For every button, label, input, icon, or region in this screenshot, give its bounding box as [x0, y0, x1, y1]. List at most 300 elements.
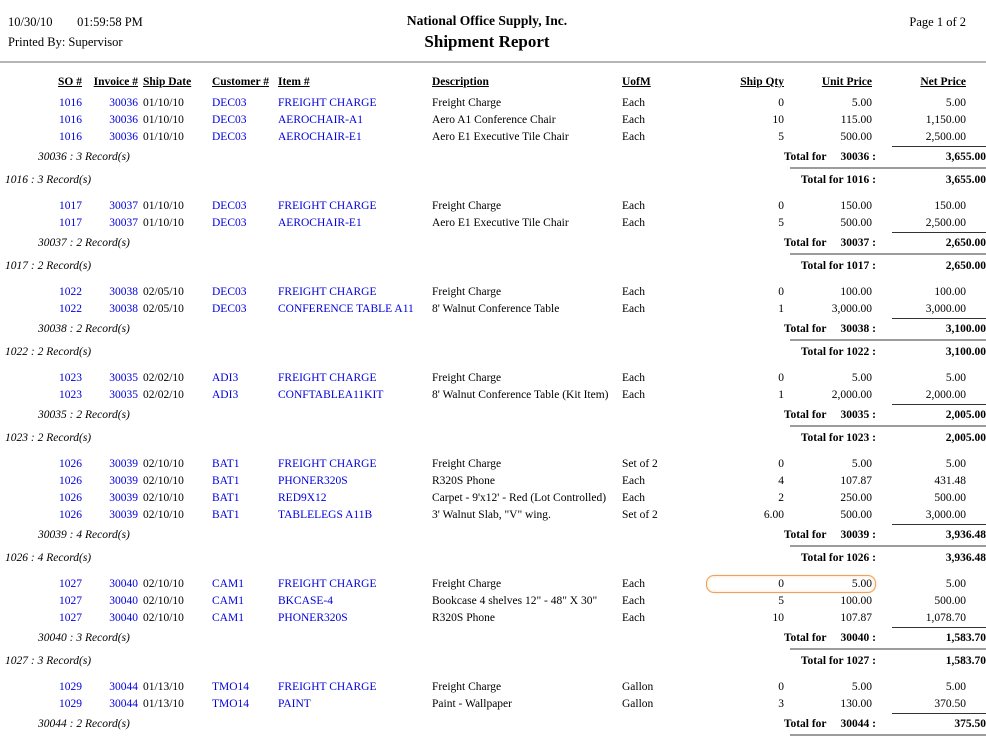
so-cell[interactable]: 1027	[59, 612, 82, 624]
so-cell[interactable]: 1027	[59, 595, 82, 607]
qty-cell: 4	[778, 475, 784, 487]
group-rule	[790, 167, 986, 169]
group-rule	[790, 425, 986, 427]
so-cell[interactable]: 1026	[59, 475, 82, 487]
qty-cell: 3	[778, 698, 784, 710]
invoice-record-count: 30035 : 2 Record(s)	[38, 409, 130, 421]
invoice-total-name: 30040 :	[840, 632, 876, 644]
invoice-total-name: 30038 :	[840, 323, 876, 335]
ship-date-cell: 01/10/10	[143, 131, 184, 143]
item-cell[interactable]: RED9X12	[278, 492, 327, 504]
so-total-label: Total for 1022 :	[800, 346, 876, 358]
item-cell[interactable]: FREIGHT CHARGE	[278, 681, 377, 693]
so-total-label: Total for 1016 :	[800, 174, 876, 186]
unit-price-cell: 115.00	[840, 114, 872, 126]
description-cell: Aero E1 Executive Tile Chair	[432, 131, 569, 143]
net-price-cell: 5.00	[945, 681, 966, 693]
uom-cell: Each	[622, 286, 645, 298]
net-price-cell: 5.00	[945, 458, 966, 470]
net-price-cell: 2,500.00	[925, 217, 966, 229]
so-cell[interactable]: 1027	[59, 578, 82, 590]
ship-date-cell: 01/13/10	[143, 698, 184, 710]
qty-cell: 0	[778, 578, 784, 590]
header-divider	[0, 61, 986, 63]
table-row	[0, 198, 966, 215]
net-price-cell: 500.00	[934, 492, 966, 504]
invoice-total-label-text: Total for	[783, 237, 827, 249]
description-cell: Paint - Wallpaper	[432, 698, 512, 710]
so-cell[interactable]: 1022	[59, 303, 82, 315]
invoice-cell[interactable]: 30036	[109, 97, 138, 109]
ship-date-cell: 02/05/10	[143, 303, 184, 315]
uom-cell: Each	[622, 612, 645, 624]
customer-cell[interactable]: CAM1	[212, 612, 244, 624]
invoice-cell[interactable]: 30038	[109, 303, 138, 315]
uom-cell: Each	[622, 475, 645, 487]
item-cell[interactable]: PHONER320S	[278, 475, 348, 487]
uom-cell: Each	[622, 217, 645, 229]
company-name: National Office Supply, Inc.	[406, 13, 568, 28]
invoice-total-amount: 2,005.00	[892, 404, 986, 424]
ship-date-cell: 02/10/10	[143, 612, 184, 624]
qty-cell: 10	[772, 114, 784, 126]
qty-cell: 2	[778, 492, 784, 504]
so-total-label: Total for 1017 :	[800, 260, 876, 272]
shipment-group	[0, 370, 986, 447]
so-total-amount: 3,100.00	[945, 346, 986, 358]
invoice-cell[interactable]: 30039	[109, 458, 138, 470]
invoice-cell[interactable]: 30044	[109, 681, 138, 693]
uom-cell: Each	[622, 131, 645, 143]
so-total-amount: 2,650.00	[945, 260, 986, 272]
col-item-header: Item #	[278, 76, 310, 88]
ship-date-cell: 02/10/10	[143, 458, 184, 470]
print-datetime	[8, 12, 407, 32]
report-body	[0, 95, 986, 736]
invoice-record-count: 30040 : 3 Record(s)	[38, 632, 130, 644]
qty-cell: 0	[778, 97, 784, 109]
printed-by: Printed By: Supervisor	[8, 35, 123, 49]
item-cell[interactable]: FREIGHT CHARGE	[278, 97, 377, 109]
net-price-cell: 3,000.00	[925, 509, 966, 521]
table-row	[0, 215, 966, 232]
so-total-label: Total for 1026 :	[800, 552, 876, 564]
customer-cell[interactable]: ADI3	[212, 372, 239, 384]
description-cell: Carpet - 9'x12' - Red (Lot Controlled)	[432, 492, 607, 504]
col-shipqty-header: Ship Qty	[740, 76, 784, 88]
invoice-cell[interactable]: 30040	[109, 595, 138, 607]
unit-price-cell: 107.87	[840, 475, 872, 487]
print-date: 10/30/10	[8, 15, 53, 29]
net-price-cell: 431.48	[934, 475, 966, 487]
item-cell[interactable]: AEROCHAIR-E1	[278, 217, 362, 229]
so-total-amount: 1,583.70	[945, 655, 986, 667]
net-price-cell: 370.50	[934, 698, 966, 710]
uom-cell: Each	[622, 492, 645, 504]
item-cell[interactable]: FREIGHT CHARGE	[278, 372, 377, 384]
ship-date-cell: 01/10/10	[143, 114, 184, 126]
shipment-group	[0, 576, 986, 670]
unit-price-cell: 5.00	[851, 458, 872, 470]
ship-date-cell: 02/02/10	[143, 372, 184, 384]
invoice-total-name: 30035 :	[840, 409, 876, 421]
table-row	[0, 284, 966, 301]
customer-cell[interactable]: TMO14	[212, 681, 250, 693]
customer-cell[interactable]: DEC03	[212, 131, 247, 143]
description-cell: 8' Walnut Conference Table	[432, 303, 560, 315]
invoice-cell[interactable]: 30035	[109, 389, 138, 401]
qty-cell: 6.00	[763, 509, 784, 521]
ship-date-cell: 01/10/10	[143, 97, 184, 109]
table-row	[0, 593, 966, 610]
invoice-total-name: 30037 :	[840, 237, 876, 249]
invoice-total-label	[784, 715, 892, 733]
uom-cell: Gallon	[622, 698, 654, 710]
customer-cell[interactable]: DEC03	[212, 97, 247, 109]
group-rule	[790, 339, 986, 341]
invoice-record-count: 30036 : 3 Record(s)	[38, 151, 130, 163]
so-record-count: 1017 : 2 Record(s)	[5, 260, 92, 272]
item-cell[interactable]: FREIGHT CHARGE	[278, 200, 377, 212]
item-cell[interactable]: AEROCHAIR-A1	[278, 114, 363, 126]
qty-cell: 10	[772, 612, 784, 624]
so-cell[interactable]: 1016	[59, 114, 82, 126]
qty-cell: 1	[778, 389, 784, 401]
net-price-cell: 5.00	[945, 97, 966, 109]
col-description-header: Description	[432, 76, 489, 88]
invoice-total-row	[0, 146, 986, 166]
invoice-total-label	[784, 526, 892, 544]
invoice-total-amount: 3,100.00	[892, 318, 986, 338]
customer-cell[interactable]: DEC03	[212, 200, 247, 212]
description-cell: R320S Phone	[432, 612, 495, 624]
invoice-cell[interactable]: 30036	[109, 131, 138, 143]
invoice-cell[interactable]: 30035	[109, 372, 138, 384]
unit-price-cell: 5.00	[851, 681, 872, 693]
customer-cell[interactable]: ADI3	[212, 389, 239, 401]
so-cell[interactable]: 1026	[59, 458, 82, 470]
invoice-total-label	[784, 234, 892, 252]
so-total-row	[0, 257, 986, 275]
item-cell[interactable]: PAINT	[278, 698, 311, 710]
customer-cell[interactable]: CAM1	[212, 578, 244, 590]
description-cell: Freight Charge	[432, 578, 502, 590]
so-total-row	[0, 429, 986, 447]
customer-cell[interactable]: CAM1	[212, 595, 244, 607]
table-row	[0, 507, 966, 524]
table-row	[0, 370, 966, 387]
description-cell: Freight Charge	[432, 681, 502, 693]
uom-cell: Set of 2	[622, 458, 658, 470]
table-row	[0, 301, 966, 318]
shipment-group	[0, 456, 986, 567]
so-cell[interactable]: 1029	[59, 698, 82, 710]
uom-cell: Gallon	[622, 681, 654, 693]
so-cell[interactable]: 1023	[59, 389, 82, 401]
col-shipdate-header: Ship Date	[143, 76, 192, 88]
print-time: 01:59:58 PM	[77, 15, 143, 29]
table-row	[0, 473, 966, 490]
report-header	[0, 10, 986, 54]
so-cell[interactable]: 1026	[59, 492, 82, 504]
group-rule	[790, 253, 986, 255]
invoice-cell[interactable]: 30039	[109, 509, 138, 521]
invoice-cell[interactable]: 30040	[109, 612, 138, 624]
customer-cell[interactable]: TMO14	[212, 698, 250, 710]
so-record-count: 1022 : 2 Record(s)	[5, 346, 92, 358]
so-record-count: 1026 : 4 Record(s)	[5, 552, 92, 564]
so-total-label: Total for 1023 :	[800, 432, 876, 444]
description-cell: Aero A1 Conference Chair	[432, 114, 556, 126]
ship-date-cell: 02/02/10	[143, 389, 184, 401]
customer-cell[interactable]: BAT1	[212, 509, 240, 521]
invoice-total-amount: 3,936.48	[892, 524, 986, 544]
page-indicator: Page 1 of 2	[909, 15, 966, 29]
uom-cell: Each	[622, 97, 645, 109]
unit-price-cell: 2,000.00	[831, 389, 872, 401]
item-cell[interactable]: PHONER320S	[278, 612, 348, 624]
ship-date-cell: 01/10/10	[143, 200, 184, 212]
item-cell[interactable]: FREIGHT CHARGE	[278, 458, 377, 470]
qty-cell: 0	[778, 458, 784, 470]
ship-date-cell: 02/10/10	[143, 475, 184, 487]
so-record-count: 1016 : 3 Record(s)	[5, 174, 92, 186]
col-uom-header: UofM	[622, 76, 651, 88]
unit-price-cell: 130.00	[840, 698, 872, 710]
unit-price-cell: 107.87	[840, 612, 872, 624]
column-header-row	[0, 74, 966, 91]
so-cell[interactable]: 1017	[59, 217, 82, 229]
description-cell: R320S Phone	[432, 475, 495, 487]
uom-cell: Each	[622, 114, 645, 126]
so-cell[interactable]: 1016	[59, 131, 82, 143]
net-price-cell: 3,000.00	[925, 303, 966, 315]
col-netprice-header: Net Price	[920, 76, 966, 88]
so-cell[interactable]: 1017	[59, 200, 82, 212]
description-cell: Aero E1 Executive Tile Chair	[432, 217, 569, 229]
qty-cell: 0	[778, 286, 784, 298]
so-total-row	[0, 549, 986, 567]
table-row	[0, 610, 966, 627]
invoice-record-count: 30044 : 2 Record(s)	[38, 718, 130, 730]
invoice-cell[interactable]: 30036	[109, 114, 138, 126]
qty-cell: 5	[778, 217, 784, 229]
description-cell: 3' Walnut Slab, "V" wing.	[432, 509, 551, 521]
customer-cell[interactable]: DEC03	[212, 114, 247, 126]
so-record-count: 1023 : 2 Record(s)	[5, 432, 92, 444]
invoice-cell[interactable]: 30040	[109, 578, 138, 590]
customer-cell[interactable]: BAT1	[212, 492, 240, 504]
item-cell[interactable]: BKCASE-4	[278, 595, 333, 607]
description-cell: Freight Charge	[432, 200, 502, 212]
ship-date-cell: 01/10/10	[143, 217, 184, 229]
so-total-amount: 2,005.00	[945, 432, 986, 444]
unit-price-cell: 500.00	[840, 217, 872, 229]
customer-cell[interactable]: DEC03	[212, 286, 247, 298]
uom-cell: Each	[622, 578, 645, 590]
unit-price-cell[interactable]: 5.00	[784, 576, 872, 593]
unit-price-cell: 5.00	[851, 372, 872, 384]
report-title-block	[407, 12, 567, 54]
so-total-row	[0, 343, 986, 361]
ship-date-cell: 01/13/10	[143, 681, 184, 693]
item-cell[interactable]: CONFERENCE TABLE A11	[278, 303, 414, 315]
uom-cell: Each	[622, 200, 645, 212]
invoice-total-label	[784, 406, 892, 424]
uom-cell: Set of 2	[622, 509, 658, 521]
invoice-cell[interactable]: 30038	[109, 286, 138, 298]
invoice-total-name: 30039 :	[840, 529, 876, 541]
group-rule	[790, 545, 986, 547]
qty-cell: 5	[778, 595, 784, 607]
table-row	[0, 490, 966, 507]
invoice-total-name: 30036 :	[840, 151, 876, 163]
unit-price-cell: 5.00	[851, 97, 872, 109]
customer-cell[interactable]: BAT1	[212, 475, 240, 487]
unit-price-cell: 100.00	[840, 595, 872, 607]
net-price-cell: 1,150.00	[925, 114, 966, 126]
invoice-total-row	[0, 524, 986, 544]
description-cell: Freight Charge	[432, 372, 502, 384]
item-cell[interactable]: CONFTABLEA11KIT	[278, 389, 384, 401]
so-total-amount: 3,936.48	[945, 552, 986, 564]
ship-date-cell: 02/10/10	[143, 492, 184, 504]
uom-cell: Each	[622, 389, 645, 401]
invoice-total-label-text: Total for	[783, 151, 827, 163]
item-cell[interactable]: TABLELEGS A11B	[278, 509, 373, 521]
unit-price-cell: 500.00	[840, 509, 872, 521]
invoice-total-label-text: Total for	[783, 718, 827, 730]
so-total-row	[0, 652, 986, 670]
qty-cell: 1	[778, 303, 784, 315]
so-total-row	[0, 171, 986, 189]
item-cell[interactable]: FREIGHT CHARGE	[278, 578, 377, 590]
uom-cell: Each	[622, 595, 645, 607]
unit-price-cell: 150.00	[840, 200, 872, 212]
invoice-record-count: 30037 : 2 Record(s)	[38, 237, 130, 249]
invoice-total-amount: 375.50	[892, 713, 986, 733]
invoice-cell[interactable]: 30037	[109, 200, 138, 212]
so-record-count: 1027 : 3 Record(s)	[5, 655, 92, 667]
invoice-total-row	[0, 318, 986, 338]
ship-date-cell: 02/10/10	[143, 595, 184, 607]
invoice-cell[interactable]: 30044	[109, 698, 138, 710]
table-row	[0, 576, 966, 593]
unit-price-cell: 250.00	[840, 492, 872, 504]
invoice-total-label	[784, 629, 892, 647]
customer-cell[interactable]: DEC03	[212, 217, 247, 229]
invoice-total-amount: 2,650.00	[892, 232, 986, 252]
qty-cell: 0	[778, 372, 784, 384]
invoice-total-row	[0, 404, 986, 424]
invoice-total-row	[0, 232, 986, 252]
so-cell[interactable]: 1029	[59, 681, 82, 693]
table-row	[0, 696, 966, 713]
shipment-group	[0, 95, 986, 189]
qty-cell: 0	[778, 681, 784, 693]
invoice-record-count: 30038 : 2 Record(s)	[38, 323, 130, 335]
table-row	[0, 387, 966, 404]
ship-date-cell: 02/05/10	[143, 286, 184, 298]
so-cell[interactable]: 1022	[59, 286, 82, 298]
invoice-total-label-text: Total for	[783, 632, 827, 644]
invoice-total-label	[784, 320, 892, 338]
net-price-cell: 1,078.70	[925, 612, 966, 624]
col-unitprice-header: Unit Price	[821, 76, 872, 88]
ship-date-cell: 02/10/10	[143, 578, 184, 590]
ship-date-cell: 02/10/10	[143, 509, 184, 521]
table-row	[0, 112, 966, 129]
invoice-total-row	[0, 627, 986, 647]
col-customer-header: Customer #	[212, 76, 269, 88]
qty-cell: 0	[778, 200, 784, 212]
net-price-cell: 5.00	[945, 578, 966, 590]
report-title: Shipment Report	[424, 32, 550, 51]
description-cell: Freight Charge	[432, 458, 502, 470]
invoice-total-label-text: Total for	[783, 409, 827, 421]
uom-cell: Each	[622, 303, 645, 315]
so-cell[interactable]: 1026	[59, 509, 82, 521]
item-cell[interactable]: FREIGHT CHARGE	[278, 286, 377, 298]
invoice-total-name: 30044 :	[840, 718, 876, 730]
so-total-label: Total for 1027 :	[800, 655, 876, 667]
invoice-record-count: 30039 : 4 Record(s)	[38, 529, 130, 541]
description-cell: Freight Charge	[432, 286, 502, 298]
invoice-cell[interactable]: 30039	[109, 475, 138, 487]
print-info	[8, 12, 407, 52]
invoice-total-amount: 1,583.70	[892, 627, 986, 647]
table-row	[0, 95, 966, 112]
item-cell[interactable]: AEROCHAIR-E1	[278, 131, 362, 143]
invoice-total-label-text: Total for	[783, 323, 827, 335]
invoice-cell[interactable]: 30037	[109, 217, 138, 229]
col-so-header: SO #	[58, 76, 82, 88]
net-price-cell: 2,000.00	[925, 389, 966, 401]
table-row	[0, 679, 966, 696]
net-price-cell: 2,500.00	[925, 131, 966, 143]
unit-price-cell: 100.00	[840, 286, 872, 298]
table-row	[0, 456, 966, 473]
shipment-group	[0, 679, 986, 736]
shipment-group	[0, 284, 986, 361]
customer-cell[interactable]: DEC03	[212, 303, 247, 315]
so-cell[interactable]: 1016	[59, 97, 82, 109]
group-rule	[790, 648, 986, 650]
description-cell: 8' Walnut Conference Table (Kit Item)	[432, 389, 609, 401]
invoice-total-label-text: Total for	[783, 529, 827, 541]
net-price-cell: 150.00	[934, 200, 966, 212]
so-cell[interactable]: 1023	[59, 372, 82, 384]
invoice-total-amount: 3,655.00	[892, 146, 986, 166]
invoice-total-row	[0, 713, 986, 733]
uom-cell: Each	[622, 372, 645, 384]
description-cell: Bookcase 4 shelves 12" - 48" X 30"	[432, 595, 598, 607]
unit-price-cell: 3,000.00	[831, 303, 872, 315]
net-price-cell: 100.00	[934, 286, 966, 298]
invoice-total-label	[784, 148, 892, 166]
net-price-cell: 500.00	[934, 595, 966, 607]
qty-cell: 5	[778, 131, 784, 143]
col-invoice-header: Invoice #	[93, 76, 138, 88]
unit-price-cell: 500.00	[840, 131, 872, 143]
description-cell: Freight Charge	[432, 97, 502, 109]
customer-cell[interactable]: BAT1	[212, 458, 240, 470]
table-row	[0, 129, 966, 146]
net-price-cell: 5.00	[945, 372, 966, 384]
invoice-cell[interactable]: 30039	[109, 492, 138, 504]
so-total-amount: 3,655.00	[945, 174, 986, 186]
shipment-group	[0, 198, 986, 275]
